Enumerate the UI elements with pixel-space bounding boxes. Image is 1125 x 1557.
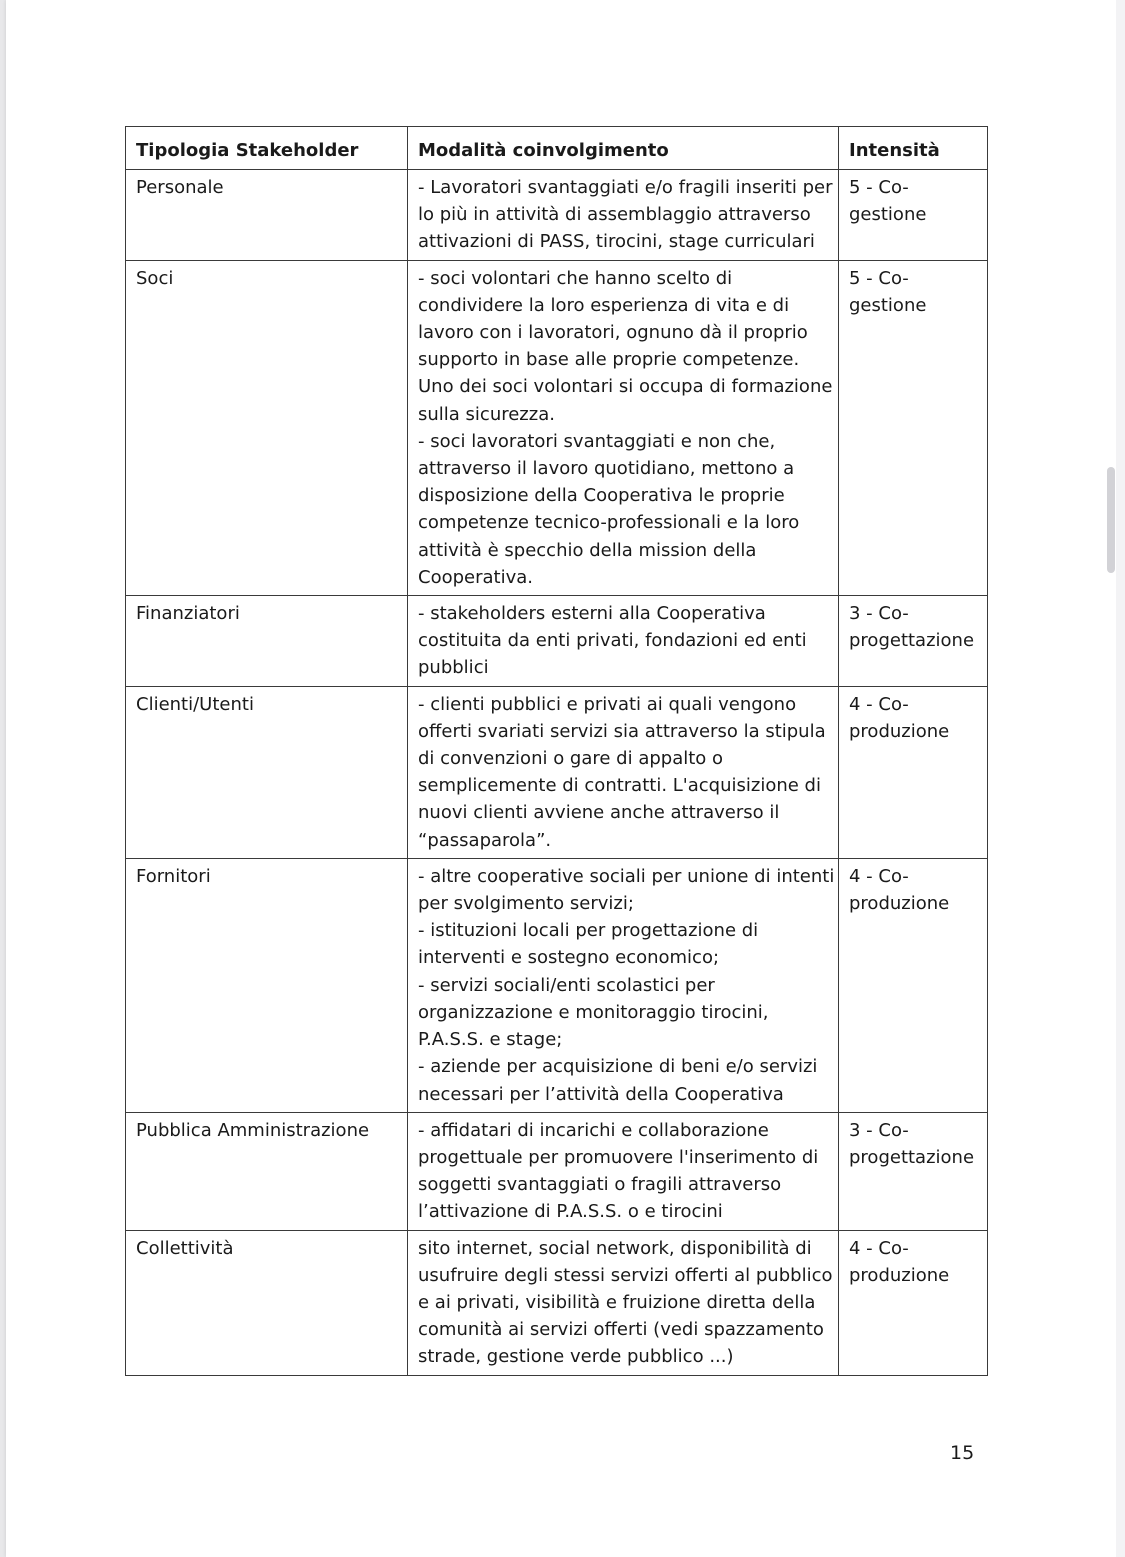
header-tipologia: Tipologia Stakeholder: [126, 127, 408, 170]
cell-modalita: [408, 1230, 839, 1375]
table-row: [126, 858, 988, 1112]
table-row: [126, 170, 988, 261]
modalita-line: - affidatari di incarichi e collaborazione progettuale per promuovere l'inserimento di soggetti svantaggiati o fragili attraverso l’attivazione di P.A.S.S. o e tirocini: [418, 1119, 819, 1223]
cell-tipologia: Fornitori: [126, 858, 408, 1112]
cell-tipologia: Finanziatori: [126, 596, 408, 687]
page-number: 15: [950, 1442, 975, 1464]
cell-modalita: [408, 170, 839, 261]
table-row: [126, 1230, 988, 1375]
cell-modalita: [408, 686, 839, 858]
modalita-line: - stakeholders esterni alla Cooperativa costituita da enti privati, fondazioni ed enti pubblici: [418, 603, 807, 679]
cell-intensita: 5 - Co-gestione: [839, 260, 988, 595]
modalita-line: sito internet, social network, disponibilità di usufruire degli stessi servizi offerti al pubblico e ai privati, visibilità e fruizione diretta della comunità ai servizi offerti (vedi spazzamento strade, gestione verde pubblico ...): [418, 1237, 833, 1368]
stakeholder-table: [125, 126, 988, 1376]
cell-modalita: [408, 260, 839, 595]
table-row: [126, 1112, 988, 1230]
scrollbar-track[interactable]: [1116, 0, 1125, 1557]
cell-tipologia: Soci: [126, 260, 408, 595]
cell-modalita: [408, 1112, 839, 1230]
cell-tipologia: Collettività: [126, 1230, 408, 1375]
modalita-line: - aziende per acquisizione di beni e/o servizi necessari per l’attività della Cooperativa: [418, 1056, 818, 1105]
cell-modalita: [408, 596, 839, 687]
header-modalita: Modalità coinvolgimento: [408, 127, 839, 170]
cell-intensita: 3 - Co-progettazione: [839, 596, 988, 687]
cell-intensita: 4 - Co-produzione: [839, 858, 988, 1112]
modalita-line: - clienti pubblici e privati ai quali vengono offerti svariati servizi sia attraverso la stipula di convenzioni o gare di appalto o semplicemente di contratti. L'acquisizione di nuovi clienti avviene anche attraverso il “passaparola”.: [418, 693, 826, 851]
table-row: [126, 596, 988, 687]
modalita-line: - soci volontari che hanno scelto di condividere la loro esperienza di vita e di lavoro con i lavoratori, ognuno dà il proprio supporto in base alle proprie competenze. Uno dei soci volontari si occupa di formazione sulla sicurezza.: [418, 267, 833, 425]
cell-intensita: 4 - Co-produzione: [839, 1230, 988, 1375]
cell-intensita: 5 - Co-gestione: [839, 170, 988, 261]
scrollbar-thumb[interactable]: [1107, 467, 1115, 573]
modalita-line: - altre cooperative sociali per unione di intenti per svolgimento servizi;: [418, 865, 835, 915]
cell-intensita: 4 - Co-produzione: [839, 686, 988, 858]
modalita-line: - servizi sociali/enti scolastici per organizzazione e monitoraggio tirocini, P.A.S.S. e stage;: [418, 974, 769, 1051]
cell-intensita: 3 - Co-progettazione: [839, 1112, 988, 1230]
modalita-line: - Lavoratori svantaggiati e/o fragili inseriti per lo più in attività di assemblaggio attraverso attivazioni di PASS, tirocini, stage curriculari: [418, 177, 833, 253]
cell-tipologia: Clienti/Utenti: [126, 686, 408, 858]
table-row: [126, 260, 988, 595]
table-row: [126, 686, 988, 858]
modalita-line: - istituzioni locali per progettazione di interventi e sostegno economico;: [418, 920, 759, 969]
cell-tipologia: Personale: [126, 170, 408, 261]
cell-tipologia: Pubblica Amministrazione: [126, 1112, 408, 1230]
modalita-line: - soci lavoratori svantaggiati e non che, attraverso il lavoro quotidiano, mettono a disposizione della Cooperativa le proprie competenze tecnico-professionali e la loro attività è specchio della mission della Cooperativa.: [418, 430, 800, 588]
header-intensita: Intensità: [839, 127, 988, 170]
table-header-row: [126, 127, 988, 170]
cell-modalita: [408, 858, 839, 1112]
